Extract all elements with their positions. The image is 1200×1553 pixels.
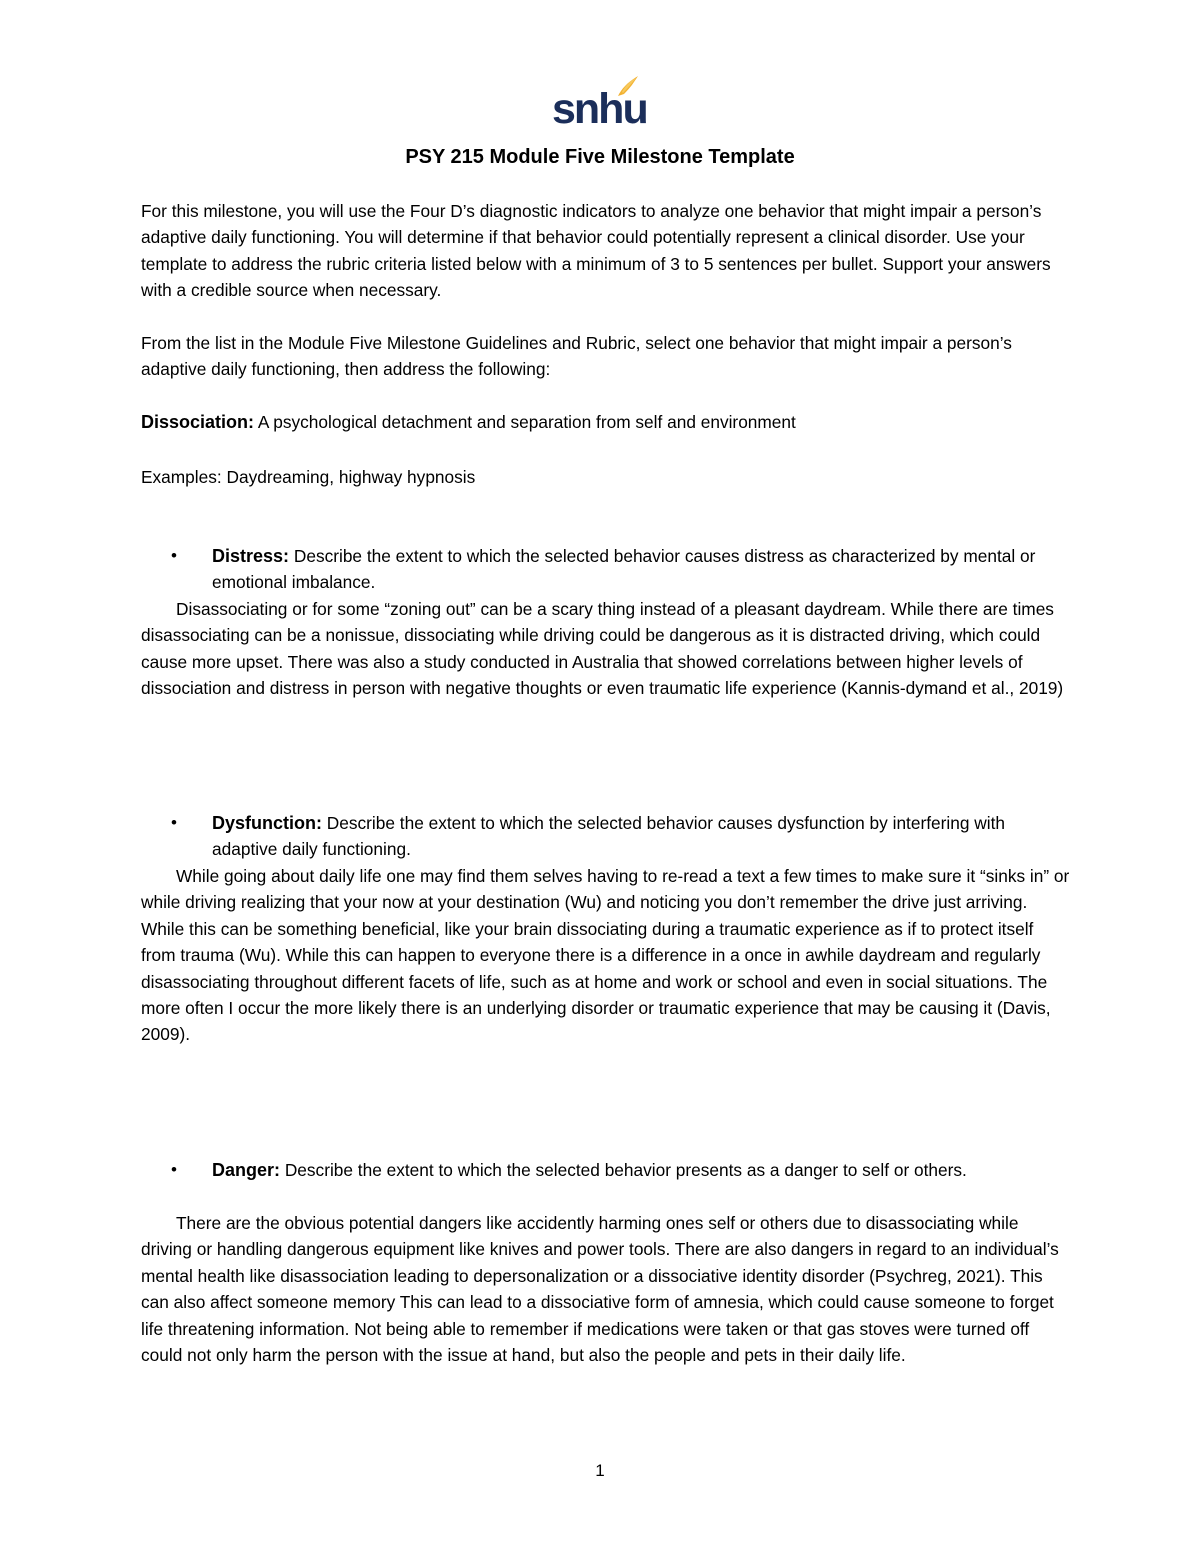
bullet-prompt: Describe the extent to which the selected behavior causes dysfunction by interfering with adaptive daily functioning. xyxy=(212,813,1005,860)
bullet-prompt: Describe the extent to which the selected behavior presents as a danger to self or others. xyxy=(280,1160,967,1180)
danger-answer: There are the obvious potential dangers like accidently harming ones self or others due to disassociating while driving or handling dangerous equipment like knives and power tools. There are also dangers in regard to an individual’s mental health like disassociation leading to depersonalization or a dissociative identity disorder (Psychreg, 2021). This can also affect someone memory This can lead to a dissociative form of amnesia, which could cause someone to forget life threatening information. Not being able to remember if medications were taken or that gas stoves were turned off could not only harm the person with the issue at hand, but also the people and pets in their daily life. xyxy=(141,1213,1059,1366)
behavior-definition xyxy=(141,409,1071,435)
bullet-label: Dysfunction: xyxy=(212,813,322,833)
behavior-examples: Examples: Daydreaming, highway hypnosis xyxy=(141,467,476,487)
logo-wordmark: snhu xyxy=(552,85,647,133)
bullet-dysfunction xyxy=(141,810,1071,863)
bullet-distress xyxy=(141,543,1071,596)
bullet-icon: • xyxy=(171,546,177,565)
intro-paragraph: For this milestone, you will use the Four D’s diagnostic indicators to analyze one behavior that might impair a person’s adaptive daily functioning. You will determine if that behavior could potentially represent a clinical disorder. Use your template to address the rubric criteria listed below with a minimum of 3 to 5 sentences per bullet. Support your answers with a credible source when necessary. xyxy=(141,201,1051,301)
snhu-logo xyxy=(552,72,647,134)
behavior-label: Dissociation: xyxy=(141,412,255,432)
behavior-description: A psychological detachment and separation from self and environment xyxy=(254,412,796,432)
page-title: PSY 215 Module Five Milestone Template xyxy=(405,146,795,168)
dysfunction-answer: While going about daily life one may find them selves having to re-read a text a few times to make sure it “sinks in” or while driving realizing that your now at your destination (Wu) and noticing you don’t remember the drive just arriving. While this can be something beneficial, like your brain dissociating during a traumatic experience as if to protect itself from trauma (Wu). While this can happen to everyone there is a difference in a once in awhile daydream and regularly disassociating throughout different facets of life, such as at home and work or school and even in social situations. The more often I occur the more likely there is an underlying disorder or traumatic experience that may be causing it (Davis, 2009). xyxy=(141,866,1070,1045)
distress-answer: Disassociating or for some “zoning out” can be a scary thing instead of a pleasant daydream. While there are times disassociating can be a nonissue, dissociating while driving could be dangerous as it is distracted driving, which could cause more upset. There was also a study conducted in Australia that showed correlations between higher levels of dissociation and distress in person with negative thoughts or even traumatic life experience (Kannis-dymand et al., 2019) xyxy=(141,599,1064,699)
bullet-icon: • xyxy=(171,813,177,832)
bullet-prompt: Describe the extent to which the selected behavior causes distress as characterized by mental or emotional imbalance. xyxy=(212,546,1036,593)
page-number: 1 xyxy=(595,1461,605,1480)
bullet-label: Distress: xyxy=(212,546,290,566)
bullet-danger xyxy=(141,1157,1071,1183)
instructions-paragraph: From the list in the Module Five Milestone Guidelines and Rubric, select one behavior that might impair a person’s adaptive daily functioning, then address the following: xyxy=(141,333,1012,380)
bullet-text xyxy=(212,810,1071,863)
bullet-text xyxy=(212,543,1071,596)
bullet-icon: • xyxy=(171,1160,177,1179)
bullet-text xyxy=(212,1157,1071,1183)
bullet-label: Danger: xyxy=(212,1160,281,1180)
